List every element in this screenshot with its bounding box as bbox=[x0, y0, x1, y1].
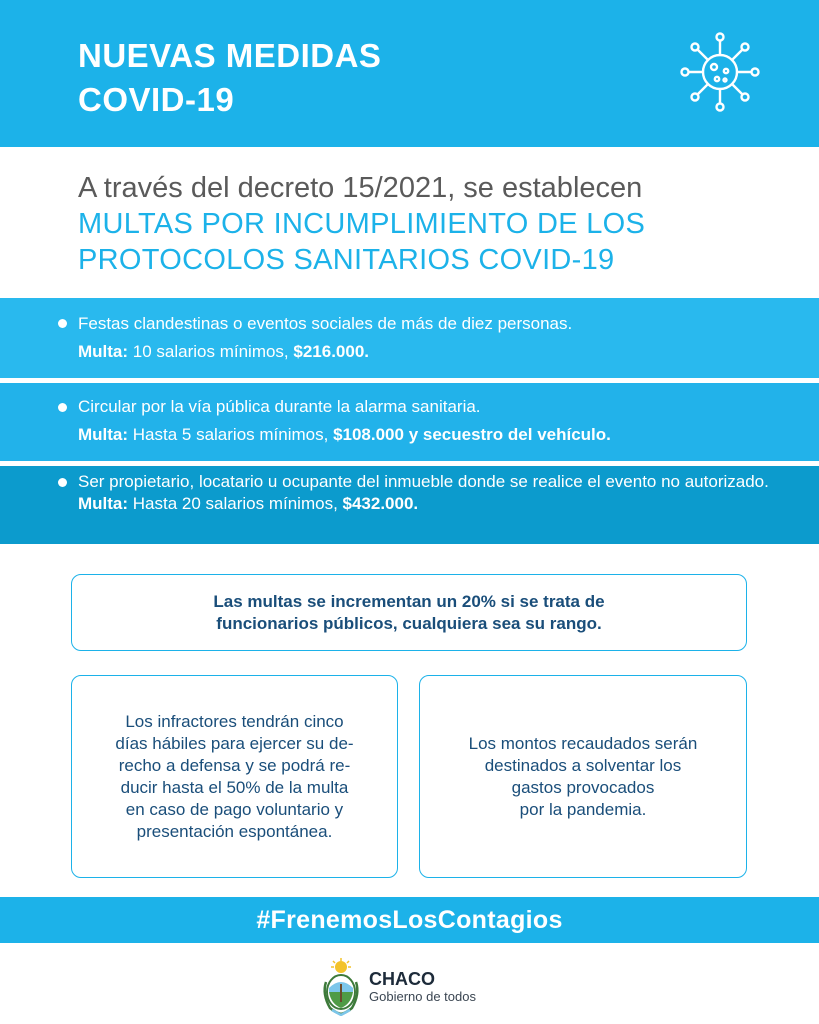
fine-amount: $216.000. bbox=[293, 342, 370, 361]
fine-description: Circular por la vía pública durante la alarma sanitaria. bbox=[78, 397, 481, 416]
decree-intro bbox=[78, 170, 798, 278]
footer-brand-name: CHACO bbox=[369, 969, 435, 989]
fine-description: Festas clandestinas o eventos sociales de más de diez personas. bbox=[78, 314, 573, 333]
title-line-2: COVID-19 bbox=[78, 81, 235, 118]
chaco-coat-of-arms-icon bbox=[320, 958, 362, 1016]
fine-detail: 10 salarios mínimos, bbox=[128, 342, 294, 361]
fine-penalty bbox=[78, 424, 789, 446]
fine-label: Multa: bbox=[78, 342, 129, 361]
funds-destination-notice bbox=[419, 675, 747, 878]
officials-surcharge-notice bbox=[71, 574, 747, 651]
fine-detail: Hasta 5 salarios mínimos, bbox=[128, 425, 334, 444]
funds-destination-text: Los montos recaudados serán destinados a solventar los gastos provocados por la pandemia. bbox=[468, 733, 698, 819]
fine-penalty bbox=[78, 493, 789, 515]
officials-surcharge-text: Las multas se incrementan un 20% si se trata de funcionarios públicos, cualquiera sea su rango. bbox=[213, 591, 605, 633]
bullet-icon bbox=[58, 319, 67, 328]
defense-rights-notice bbox=[71, 675, 398, 878]
fine-item-1 bbox=[0, 298, 819, 378]
footer-brand-subtitle: Gobierno de todos bbox=[369, 989, 476, 1004]
defense-rights-text: Los infractores tendrán cinco días hábiles para ejercer su de- recho a defensa y se podrá re- ducir hasta el 50% de la multa en caso de pago voluntario y presentación espontánea. bbox=[115, 711, 354, 841]
fine-amount: $108.000 y secuestro del vehículo. bbox=[333, 425, 611, 444]
hashtag-banner: #FrenemosLosContagios bbox=[0, 897, 819, 943]
page-title bbox=[78, 34, 381, 122]
fine-detail: Hasta 20 salarios mínimos, bbox=[128, 494, 343, 513]
virus-icon bbox=[676, 30, 764, 114]
fine-amount: $432.000. bbox=[342, 494, 419, 513]
decree-statement: A través del decreto 15/2021, se establecen bbox=[78, 172, 643, 204]
bullet-icon bbox=[58, 403, 67, 412]
fine-item-2 bbox=[0, 383, 819, 461]
bullet-icon bbox=[58, 478, 67, 487]
title-line-1: NUEVAS MEDIDAS bbox=[78, 37, 382, 74]
header-banner bbox=[0, 0, 819, 147]
fine-label: Multa: bbox=[78, 494, 129, 513]
fine-item-3 bbox=[0, 466, 819, 544]
fines-heading: MULTAS POR INCUMPLIMIENTO DE LOS PROTOCOLOS SANITARIOS COVID-19 bbox=[78, 208, 646, 276]
fine-penalty bbox=[78, 341, 789, 363]
fine-label: Multa: bbox=[78, 425, 129, 444]
fine-description: Ser propietario, locatario u ocupante del inmueble donde se realice el evento no autorizado. bbox=[78, 472, 769, 491]
